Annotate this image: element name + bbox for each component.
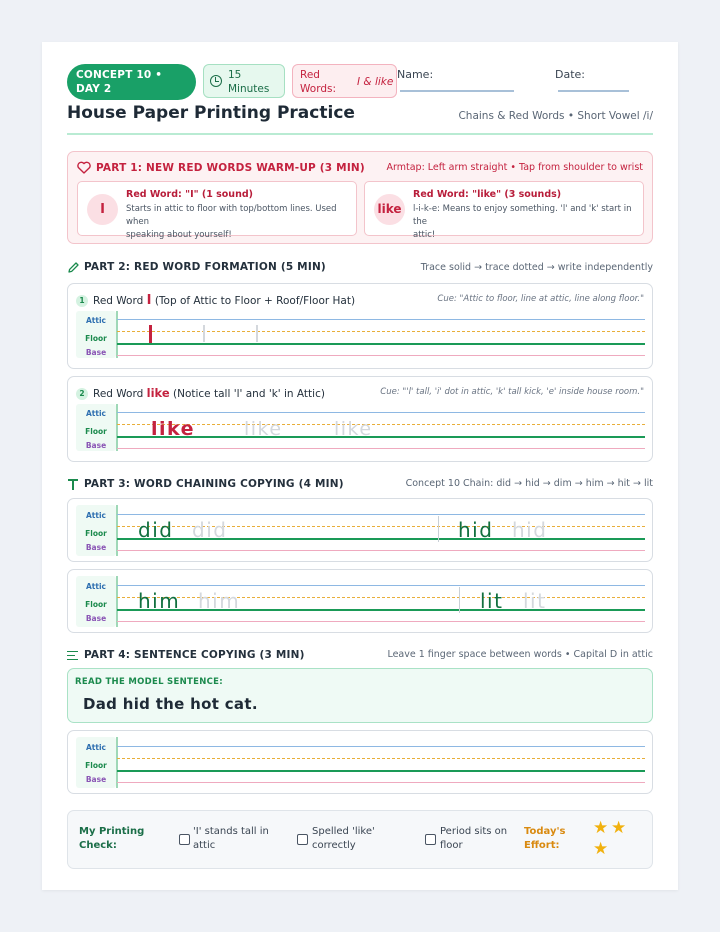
printing-checklist xyxy=(67,810,653,869)
model-word: lit xyxy=(480,589,504,613)
base-label: Base xyxy=(85,543,107,552)
star-icon[interactable]: ★ xyxy=(593,839,609,859)
floor-label: Floor xyxy=(85,427,107,436)
row-number: 1 xyxy=(76,295,88,307)
text-t-icon xyxy=(67,478,79,491)
trace-word: lit xyxy=(523,589,547,613)
checkbox-period[interactable] xyxy=(425,834,436,845)
check-item-period: Period sits on floor xyxy=(440,826,508,851)
heart-icon xyxy=(77,161,91,174)
attic-label: Attic xyxy=(86,409,106,418)
check-item-spelled-like: Spelled 'like' correctly xyxy=(312,826,375,851)
part2-note: Trace solid → trace dotted → write independently xyxy=(420,262,653,273)
attic-line xyxy=(117,319,645,320)
base-line xyxy=(117,550,645,551)
model-word: hid xyxy=(458,518,494,542)
practice-row-chain xyxy=(67,569,653,633)
floor-label: Floor xyxy=(85,529,107,538)
attic-line xyxy=(117,412,645,413)
star-icon[interactable]: ★ xyxy=(611,818,627,838)
model-sentence: Dad hid the hot cat. xyxy=(83,695,258,713)
part3-note: Concept 10 Chain: did → hid → dim → him → hit → lit xyxy=(405,478,653,489)
margin-line xyxy=(116,576,118,627)
checkbox-tall-i[interactable] xyxy=(179,834,190,845)
time-badge xyxy=(203,64,285,98)
line-labels xyxy=(76,505,116,556)
name-field[interactable] xyxy=(400,90,514,92)
date-field[interactable] xyxy=(558,90,629,92)
base-label: Base xyxy=(85,775,107,784)
practice-row-red-word-i xyxy=(67,283,653,369)
time-label: 15 Minutes xyxy=(228,69,270,95)
trace-word: him xyxy=(198,589,241,613)
attic-line xyxy=(117,514,645,515)
effort-label: Today's Effort: xyxy=(524,826,566,851)
word-divider xyxy=(459,587,460,613)
line-labels xyxy=(76,404,116,451)
red-words-badge xyxy=(292,64,397,98)
row-title: 1 Red Word I (Top of Attic to Floor + Roof/Floor Hat) xyxy=(76,293,355,308)
model-word: him xyxy=(138,589,181,613)
attic-label: Attic xyxy=(86,316,106,325)
trace-word: hid xyxy=(512,518,548,542)
line-labels xyxy=(76,737,116,788)
model-word: did xyxy=(138,518,174,542)
star-icon[interactable]: ★ xyxy=(593,818,609,838)
red-words-label: Red Words: xyxy=(300,69,336,95)
base-line xyxy=(117,448,645,449)
row-cue: Cue: "Attic to floor, line at attic, line along floor." xyxy=(437,294,644,304)
floor-line xyxy=(117,609,645,611)
page-subtitle: Chains & Red Words • Short Vowel /i/ xyxy=(458,110,653,122)
trace-word: did xyxy=(192,518,228,542)
part1-note: Armtap: Left arm straight • Tap from shoulder to wrist xyxy=(386,162,643,173)
margin-line xyxy=(116,737,118,788)
red-word-badge: like xyxy=(374,194,405,225)
row-title: 2 Red Word like (Notice tall 'l' and 'k' in Attic) xyxy=(76,386,325,400)
midline xyxy=(117,597,645,598)
base-line xyxy=(117,782,645,783)
part4-note: Leave 1 finger space between words • Capital D in attic xyxy=(387,649,653,660)
part4-heading: PART 4: SENTENCE COPYING (3 MIN) xyxy=(84,649,305,661)
part3-heading: PART 3: WORD CHAINING COPYING (4 MIN) xyxy=(84,478,344,490)
row-number: 2 xyxy=(76,388,88,400)
part1-panel xyxy=(67,151,653,244)
red-word-name: Red Word: "like" (3 sounds) xyxy=(413,189,562,200)
base-line xyxy=(117,355,645,356)
model-sentence-panel xyxy=(67,668,653,723)
word-divider xyxy=(438,516,439,542)
lines-icon xyxy=(67,650,79,661)
concept-badge: CONCEPT 10 • DAY 2 xyxy=(67,64,196,100)
red-word-inline: like xyxy=(146,386,170,400)
part1-heading: PART 1: NEW RED WORDS WARM-UP (3 MIN) xyxy=(96,162,365,174)
base-label: Base xyxy=(85,614,107,623)
attic-label: Attic xyxy=(86,582,106,591)
base-label: Base xyxy=(85,441,107,450)
line-labels xyxy=(76,311,116,358)
red-word-description: l-i-k-e: Means to enjoy something. 'l' and 'k' start in the attic! xyxy=(413,204,632,240)
pencil-icon xyxy=(67,261,80,274)
midline xyxy=(117,758,645,759)
attic-label: Attic xyxy=(86,511,106,520)
sentence-writing-row[interactable] xyxy=(67,730,653,794)
floor-line xyxy=(117,770,645,772)
name-label: Name: xyxy=(397,68,434,81)
floor-line xyxy=(117,343,645,345)
practice-row-red-word-like xyxy=(67,376,653,462)
checklist-label: My Printing Check: xyxy=(79,826,145,851)
check-item-tall-i: 'I' stands tall in attic xyxy=(193,826,269,851)
red-word-description: Starts in attic to floor with top/bottom lines. Used when speaking about yourself! xyxy=(126,204,337,240)
midline xyxy=(117,331,645,332)
red-word-inline: I xyxy=(146,293,152,308)
floor-label: Floor xyxy=(85,334,107,343)
trace-letter-i xyxy=(256,325,258,342)
floor-line xyxy=(117,436,645,438)
red-word-card-like xyxy=(364,181,644,240)
model-letter-i xyxy=(149,325,152,343)
trace-letter-i xyxy=(203,325,205,342)
model-word: like xyxy=(151,418,196,440)
attic-line xyxy=(117,585,645,586)
margin-line xyxy=(116,505,118,556)
red-word-name: Red Word: "I" (1 sound) xyxy=(126,189,253,200)
midline xyxy=(117,424,645,425)
part2-heading: PART 2: RED WORD FORMATION (5 MIN) xyxy=(84,261,326,273)
attic-line xyxy=(117,746,645,747)
model-sentence-label: READ THE MODEL SENTENCE: xyxy=(75,677,223,687)
checkbox-spelled-like[interactable] xyxy=(297,834,308,845)
attic-label: Attic xyxy=(86,743,106,752)
title-divider xyxy=(67,133,653,135)
line-labels xyxy=(76,576,116,627)
floor-label: Floor xyxy=(85,761,107,770)
date-label: Date: xyxy=(555,68,585,81)
clock-icon xyxy=(210,75,222,87)
row-cue: Cue: "'l' tall, 'i' dot in attic, 'k' tall kick, 'e' inside house room." xyxy=(380,387,644,397)
red-word-badge: I xyxy=(87,194,118,225)
base-label: Base xyxy=(85,348,107,357)
red-word-card-i xyxy=(77,181,357,240)
trace-word: like xyxy=(244,418,283,440)
floor-label: Floor xyxy=(85,600,107,609)
page-title: House Paper Printing Practice xyxy=(67,103,355,123)
practice-row-chain xyxy=(67,498,653,562)
trace-word: like xyxy=(334,418,373,440)
base-line xyxy=(117,621,645,622)
worksheet xyxy=(42,42,678,890)
red-words-value: I & like xyxy=(357,76,394,88)
